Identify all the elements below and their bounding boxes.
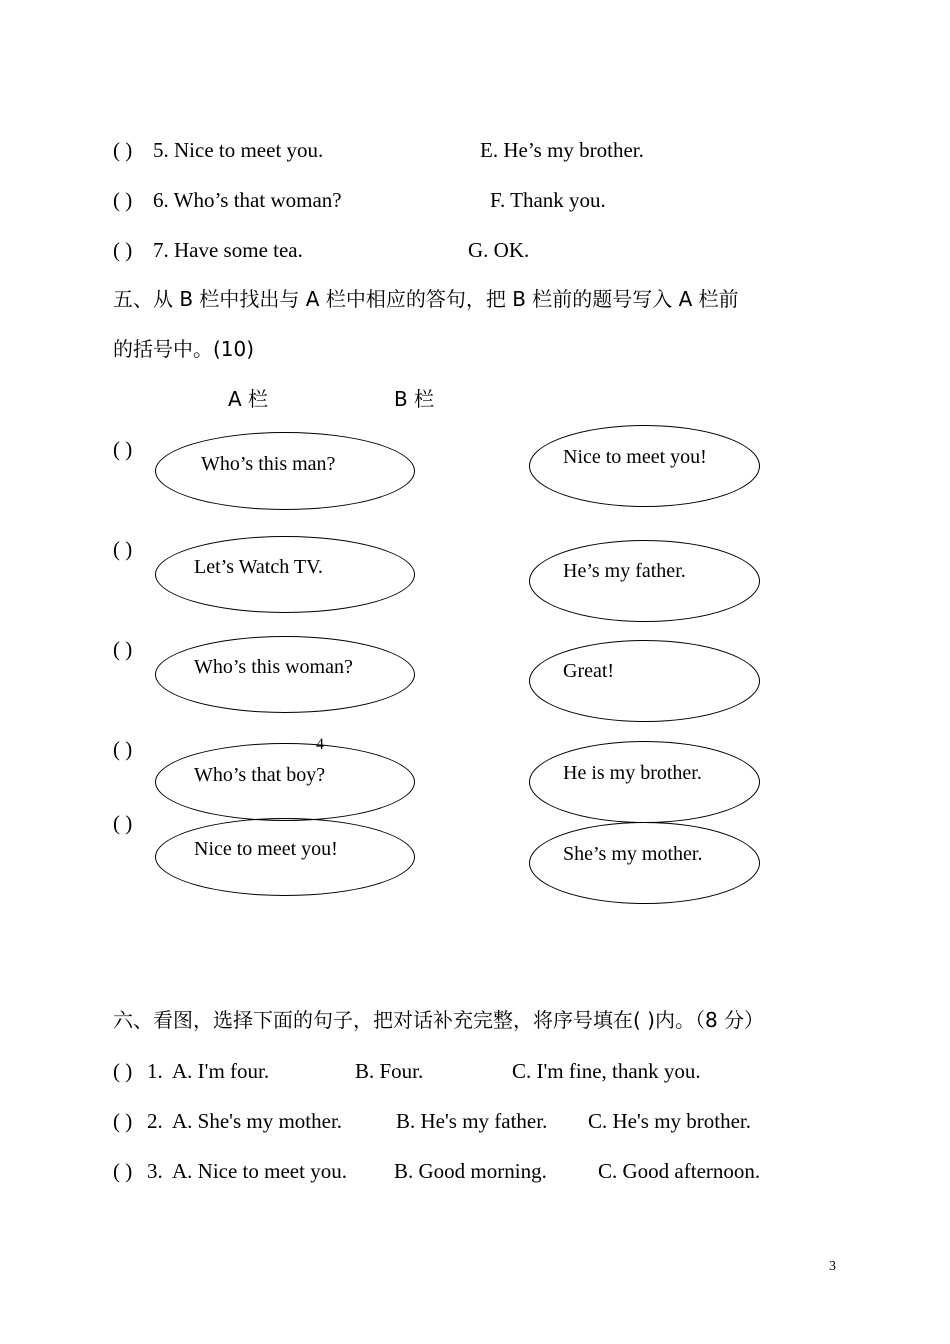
- question-6: 6. Who’s that woman?: [153, 188, 342, 212]
- answer-bracket[interactable]: ( ): [113, 1109, 133, 1133]
- answer-bracket[interactable]: ( ): [113, 737, 133, 761]
- a-item-1: Who’s this man?: [201, 453, 336, 475]
- a-item-4: Who’s that boy?: [194, 764, 326, 786]
- q6-1-option-c: C. I'm fine, thank you.: [512, 1059, 701, 1083]
- q6-3-option-c: C. Good afternoon.: [598, 1159, 761, 1183]
- b-item-1: Nice to meet you!: [563, 446, 707, 468]
- answer-bracket[interactable]: ( ): [113, 537, 133, 561]
- q6-3-option-a: A. Nice to meet you.: [172, 1159, 347, 1183]
- q6-2-number: 2.: [147, 1109, 163, 1133]
- question-7: 7. Have some tea.: [153, 238, 303, 262]
- column-a-heading: A 栏: [228, 387, 269, 411]
- q6-2-option-c: C. He's my brother.: [588, 1109, 752, 1133]
- page-number: 3: [829, 1259, 836, 1274]
- answer-bracket[interactable]: ( ): [113, 138, 133, 162]
- stray-mark: 4: [316, 736, 324, 753]
- answer-g: G. OK.: [468, 238, 530, 262]
- q6-1-option-b: B. Four.: [355, 1059, 424, 1083]
- answer-e: E. He’s my brother.: [480, 138, 644, 162]
- answer-bracket[interactable]: ( ): [113, 437, 133, 461]
- b-item-4: He is my brother.: [563, 762, 702, 784]
- section5-title-line2: 的括号中。(10): [113, 337, 255, 361]
- q6-2-option-a: A. She's my mother.: [172, 1109, 343, 1133]
- answer-bracket[interactable]: ( ): [113, 1159, 133, 1183]
- answer-f: F. Thank you.: [490, 188, 606, 212]
- b-item-3: Great!: [563, 660, 615, 682]
- answer-bracket[interactable]: ( ): [113, 637, 133, 661]
- answer-bracket[interactable]: ( ): [113, 188, 133, 212]
- section5-title-line1: 五、从 B 栏中找出与 A 栏中相应的答句，把 B 栏前的题号写入 A 栏前: [113, 287, 739, 311]
- question-5: 5. Nice to meet you.: [153, 138, 324, 162]
- b-item-5: She’s my mother.: [563, 843, 703, 865]
- q6-3-number: 3.: [147, 1159, 163, 1183]
- a-item-2: Let’s Watch TV.: [194, 556, 323, 578]
- a-item-5: Nice to meet you!: [194, 838, 338, 860]
- section6-title: 六、看图，选择下面的句子，把对话补充完整，将序号填在( )内。（8 分）: [113, 1008, 765, 1032]
- answer-bracket[interactable]: ( ): [113, 811, 133, 835]
- answer-bracket[interactable]: ( ): [113, 1059, 133, 1083]
- q6-1-option-a: A. I'm four.: [172, 1059, 270, 1083]
- q6-1-number: 1.: [147, 1059, 163, 1083]
- column-b-heading: B 栏: [394, 387, 435, 411]
- q6-3-option-b: B. Good morning.: [394, 1159, 547, 1183]
- b-item-2: He’s my father.: [563, 560, 686, 582]
- answer-bracket[interactable]: ( ): [113, 238, 133, 262]
- a-item-3: Who’s this woman?: [194, 656, 353, 678]
- q6-2-option-b: B. He's my father.: [396, 1109, 548, 1133]
